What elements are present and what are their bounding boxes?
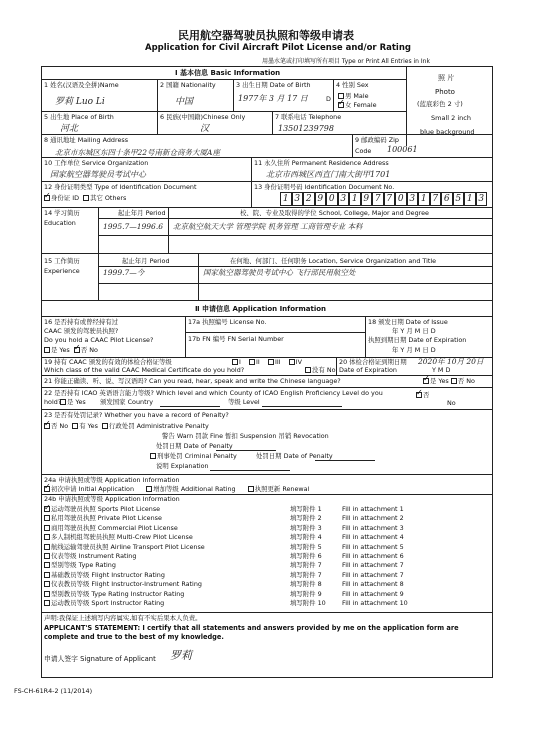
- license-attachment: 填写附件 8: [290, 580, 322, 589]
- experience-label-en: Experience: [44, 267, 80, 275]
- license-fill-in: Fill in attachment 7: [342, 570, 404, 579]
- checked-checkbox-icon[interactable]: ✓: [338, 98, 345, 107]
- license-name: 运动教员等级 Sport Instructor Rating: [51, 599, 165, 607]
- license-row[interactable]: [44, 543, 484, 552]
- sex-label: 4 性别 Sex: [336, 81, 369, 89]
- license-fill-in: Fill in attachment 8: [342, 580, 404, 589]
- checkbox-icon[interactable]: [44, 572, 50, 578]
- penalty-date-label-2: 处罚日期 Date of Penalty: [256, 452, 333, 460]
- experience-detail-header: 在何地、何部门、任何职务 Location, Service Organization and Title: [230, 257, 437, 265]
- fn-serial-label: 17b FN 编号 FN Serial Number: [188, 335, 284, 343]
- license-attachment: 填写附件 2: [290, 514, 322, 523]
- penalty-date-label: 处罚日期 Date of Penalty: [156, 442, 233, 450]
- checkbox-icon[interactable]: [232, 359, 238, 365]
- holds-license-options[interactable]: 是 Yes ✓ 否 No: [44, 347, 98, 354]
- license-row[interactable]: [44, 505, 484, 514]
- license-name: 型别教员等级 Type Rating Instructor Rating: [51, 589, 185, 598]
- checkbox-icon[interactable]: [150, 453, 156, 459]
- checkbox-icon[interactable]: [44, 581, 50, 587]
- zip-label-2: Code: [355, 147, 372, 155]
- holds-license-label-1: 16 是否持有或曾经持有过: [44, 318, 119, 326]
- checkbox-icon[interactable]: [44, 553, 50, 559]
- license-fill-in: Fill in attachment 10: [342, 599, 408, 607]
- education-row-school[interactable]: 北京航空航天大学 管理学院 机务管理 工商管理专业 本科: [173, 222, 363, 231]
- dob-label: 3 出生日期 Date of Birth: [236, 81, 311, 89]
- icao-level-label: 等级 Level: [228, 398, 260, 406]
- checkbox-icon[interactable]: [72, 423, 78, 429]
- id-digit-box[interactable]: 1: [349, 192, 361, 206]
- nationality-label: 2 国籍 Nationality: [160, 81, 216, 89]
- telephone-label: 7 联系电话 Telephone: [275, 113, 342, 121]
- license-row[interactable]: [44, 571, 484, 580]
- id-digit-box[interactable]: 0: [326, 192, 338, 206]
- statement-cn: 声明:我保证上述填写内容属实,如有不实后果本人负责。: [44, 614, 202, 622]
- license-attachment: 填写附件 10: [290, 599, 326, 607]
- license-name: 多人制机组驾驶员执照 Multi-Crew Pilot License: [51, 533, 193, 542]
- id-type-options[interactable]: ✓ 身份证 ID 其它 Others: [44, 191, 127, 202]
- chinese-language-label: 21 你能正确读、听、说、写汉语吗? Can you read, hear, speak and write the Chinese language?: [44, 377, 341, 385]
- id-type-label: 12 身份证明类型 Type of Identification Document: [44, 183, 197, 191]
- license-row[interactable]: [44, 514, 484, 523]
- date-of-issue-value[interactable]: 年 Y 月 M 日 D: [392, 327, 436, 335]
- license-name: 私用驾驶员执照 Private Pilot License: [51, 514, 162, 523]
- checkbox-icon[interactable]: [289, 359, 295, 365]
- holds-license-label-3: Do you hold a CAAC Pilot License?: [44, 336, 154, 344]
- license-row[interactable]: [44, 599, 484, 608]
- checkbox-icon[interactable]: [44, 544, 50, 550]
- license-attachment: 填写附件 1: [290, 505, 322, 513]
- license-name: 航线运输驾驶员执照 Airline Transport Pilot License: [51, 542, 205, 551]
- checkbox-icon[interactable]: [83, 195, 89, 201]
- date-of-issue-label: 18 颁发日期 Date of Issue: [368, 318, 448, 326]
- telephone-value[interactable]: 13501239798: [278, 124, 334, 133]
- holds-license-label-2: CAAC 颁发的驾驶员执照?: [44, 327, 119, 335]
- service-org-label: 10 工作单位 Service Organization: [44, 159, 149, 167]
- checked-checkbox-icon[interactable]: ✓: [416, 388, 423, 397]
- icao-english-no-option[interactable]: ✓ 否: [416, 388, 430, 399]
- sex-female-option[interactable]: ✓ 女 Female: [338, 98, 377, 109]
- dob-value[interactable]: 1977年 3 月 17 日: [238, 94, 308, 103]
- nationality-value[interactable]: 中国: [175, 97, 194, 107]
- penalty-explanation-label: 说明 Explanation: [156, 462, 209, 470]
- experience-row-period[interactable]: 1999.7—今: [103, 268, 145, 277]
- license-name: 基础教员等级 Flight Instructor Rating: [51, 570, 165, 579]
- medical-expiry-label: 20 体检合格证到期日期: [339, 358, 407, 366]
- form-title-cn: 民用航空器驾驶员执照和等级申请表: [178, 29, 354, 42]
- license-no-label: 17a 执照编号 License No.: [188, 318, 267, 326]
- checkbox-icon[interactable]: [44, 525, 50, 531]
- chinese-language-options[interactable]: ✓ 是 Yes 否 No: [423, 374, 475, 385]
- id-digit-box[interactable]: 3: [407, 192, 419, 206]
- license-fill-in: Fill in attachment 4: [342, 533, 404, 542]
- icao-english-label-2: hold?: [44, 398, 62, 406]
- id-digit-box[interactable]: 7: [384, 192, 396, 206]
- mailing-address-value[interactable]: 北京市东城区东四十条甲22号南新仓商务大厦A座: [55, 148, 220, 157]
- medical-expiry-ymd: Y M D: [432, 366, 451, 374]
- application-type-label: 24a 申请执照或等级 Application Information: [44, 476, 180, 484]
- penalty-admin-options[interactable]: 警告 Warn 罚款 Fine 暂扣 Suspension 吊销 Revocation: [162, 432, 329, 440]
- checked-checkbox-icon[interactable]: ✓: [423, 374, 430, 383]
- id-number-boxes[interactable]: [280, 192, 490, 206]
- checkbox-icon[interactable]: [44, 600, 50, 606]
- residence-label: 11 永久住所 Permanent Residence Address: [254, 159, 389, 167]
- penalty-label: 23 是否有处罚记录? Whether you have a record of Penalty?: [44, 411, 229, 419]
- sex-male-option[interactable]: 男 Male: [338, 93, 369, 100]
- id-digit-box[interactable]: 2: [303, 192, 315, 206]
- id-digit-box[interactable]: 1: [280, 192, 292, 206]
- checkbox-icon[interactable]: [102, 423, 108, 429]
- checkbox-icon[interactable]: [268, 359, 274, 365]
- license-attachment: 填写附件 3: [290, 523, 322, 532]
- experience-period-header: 起止年月 Period: [122, 257, 170, 265]
- license-attachment: 填写附件 5: [290, 542, 322, 551]
- license-attachment: 填写附件 7: [290, 570, 322, 579]
- id-digit-box[interactable]: 9: [315, 192, 327, 206]
- medical-class-label-2: Which class of the valid CAAC Medical Certificate do you hold?: [44, 366, 245, 374]
- license-row[interactable]: [44, 524, 484, 533]
- license-fill-in: Fill in attachment 3: [342, 523, 404, 532]
- id-digit-box[interactable]: 7: [430, 192, 442, 206]
- education-label: 14 学习简历: [44, 209, 80, 217]
- experience-row-detail[interactable]: 国家航空器驾驶员考试中心 飞行部民用航空处: [203, 268, 356, 277]
- checked-checkbox-icon[interactable]: ✓: [44, 482, 51, 491]
- license-attachment: 填写附件 9: [290, 589, 322, 598]
- checkbox-icon[interactable]: [248, 486, 254, 492]
- icao-english-yes-option[interactable]: 是 Yes: [60, 399, 86, 406]
- license-name: 商用驾驶员执照 Commercial Pilot License: [51, 523, 178, 532]
- checkbox-icon[interactable]: [451, 378, 457, 384]
- signature-label: 申请人签字 Signature of Applicant: [44, 655, 156, 663]
- license-expiry-value[interactable]: 年 Y 月 M 日 D: [392, 346, 436, 354]
- form-number: FS-CH-61R4-2 (11/2014): [14, 687, 93, 695]
- license-row[interactable]: [44, 580, 484, 589]
- checkbox-icon[interactable]: [249, 359, 255, 365]
- zip-value[interactable]: 100061: [387, 145, 418, 154]
- icao-english-label-1: 22 是否持有 ICAO 英语语言能力等级? Which level and which County of ICAO English Proficiency Level do you: [44, 389, 383, 397]
- id-digit-box[interactable]: 7: [372, 192, 384, 206]
- id-digit-box[interactable]: 3: [338, 192, 350, 206]
- birthplace-label: 5 出生地 Place of Birth: [44, 113, 114, 121]
- section-basic-heading: Ⅰ 基本信息 Basic Information: [175, 69, 281, 77]
- license-fill-in: Fill in attachment 5: [342, 542, 404, 551]
- icao-country-label: 颁发国家 Country: [100, 398, 153, 406]
- license-name: 型别等级 Type Rating: [51, 561, 116, 570]
- statement-en-2: complete and true to the best of my knowledge.: [44, 633, 224, 641]
- checkbox-icon[interactable]: [44, 591, 50, 597]
- id-number-label: 13 身份证明号码 Identification Document No.: [254, 183, 395, 191]
- checked-checkbox-icon[interactable]: ✓: [44, 419, 51, 428]
- form-instruction: 用墨水笔或打印填写所有项目 Type or Print All Entries in Ink: [262, 58, 430, 65]
- checkbox-icon[interactable]: [44, 347, 50, 353]
- checkbox-icon[interactable]: [44, 534, 50, 540]
- license-fill-in: Fill in attachment 6: [342, 552, 404, 560]
- birthplace-value[interactable]: 河北: [60, 124, 79, 134]
- license-row[interactable]: [44, 533, 484, 542]
- license-attachment: 填写附件 4: [290, 533, 322, 542]
- license-name: 运动驾驶员执照 Sports Pilot License: [51, 505, 161, 513]
- education-label-en: Education: [44, 219, 76, 227]
- ethnicity-label: 6 民族(中国籍)Chinese Only: [160, 113, 246, 121]
- application-type-options[interactable]: ✓ 初次申请 Initial Application 增加等级 Additional Rating 执照更新 Renewal: [44, 482, 310, 493]
- experience-label: 15 工作简历: [44, 257, 80, 265]
- mailing-address-label: 8 通讯地址 Mailing Address: [44, 136, 129, 144]
- name-label: 1 姓名(汉语及全拼)Name: [44, 81, 119, 89]
- license-row[interactable]: [44, 561, 484, 570]
- license-expiry-label: 执照到期日期 Date of Expiration: [368, 336, 467, 344]
- education-row-period[interactable]: 1995.7—1996.6: [103, 222, 163, 231]
- license-row[interactable]: [44, 552, 484, 561]
- id-digit-box[interactable]: 3: [476, 192, 488, 206]
- checkbox-icon[interactable]: [44, 503, 51, 512]
- license-name: 仪表教员等级 Flight Instructor-Instrument Rating: [51, 580, 202, 589]
- checkbox-icon[interactable]: [305, 367, 311, 373]
- dob-suffix: D: [326, 95, 331, 103]
- id-digit-box[interactable]: 0: [395, 192, 407, 206]
- id-digit-box[interactable]: 3: [292, 192, 304, 206]
- license-attachment: 填写附件 6: [290, 552, 322, 560]
- education-period-header: 起止年月 Period: [118, 209, 166, 217]
- license-attachment: 填写附件 7: [290, 561, 322, 570]
- license-row[interactable]: [44, 590, 484, 599]
- id-digit-box[interactable]: 9: [361, 192, 373, 206]
- zip-label: 9 邮政编码 Zip: [355, 136, 399, 144]
- section-application-heading: Ⅱ 申请信息 Application Information: [195, 305, 327, 313]
- license-fill-in: Fill in attachment 9: [342, 589, 404, 598]
- check-mark-icon: ✓: [44, 503, 51, 512]
- penalty-criminal-option[interactable]: 刑事处罚 Criminal Penalty: [150, 453, 237, 460]
- checkbox-icon[interactable]: [60, 399, 66, 405]
- id-digit-box[interactable]: 1: [464, 192, 476, 206]
- medical-expiry-value[interactable]: 2020年 10月 20日: [418, 357, 484, 366]
- statement-en-1: APPLICANT'S STATEMENT: I certify that all statements and answers provided by me on the application form are: [44, 624, 459, 632]
- checked-checkbox-icon[interactable]: ✓: [73, 343, 81, 352]
- checkbox-icon[interactable]: [44, 515, 50, 521]
- license-list: [44, 505, 484, 611]
- medical-class-options[interactable]: I II III IV: [232, 359, 302, 366]
- medical-class-label-1: 19 持有 CAAC 颁发的有效的体检合格证等级: [44, 358, 172, 366]
- medical-expiry-label-2: Date of Expiration: [339, 366, 397, 374]
- checkbox-icon[interactable]: [146, 486, 152, 492]
- medical-none-option[interactable]: 没有 No: [305, 367, 336, 374]
- checkbox-icon[interactable]: [44, 562, 50, 568]
- penalty-options[interactable]: ✓ 否 No 有 Yes 行政处罚 Administrative Penalty: [44, 419, 209, 430]
- id-digit-box[interactable]: 6: [441, 192, 453, 206]
- checked-checkbox-icon[interactable]: ✓: [44, 191, 51, 200]
- icao-english-no-en: No: [447, 399, 456, 407]
- ethnicity-value[interactable]: 汉: [200, 124, 210, 134]
- service-org-value[interactable]: 国家航空器驾驶员考试中心: [50, 170, 146, 179]
- id-digit-box[interactable]: 5: [453, 192, 465, 206]
- license-name: 仪表等级 Instrument Rating: [51, 552, 137, 560]
- license-fill-in: Fill in attachment 1: [342, 505, 404, 513]
- residence-value[interactable]: 北京市西城区西直门南大街甲1701: [266, 170, 391, 179]
- signature-value[interactable]: 罗莉: [170, 649, 192, 662]
- form-title-en: Application for Civil Aircraft Pilot License and/or Rating: [145, 43, 411, 53]
- education-school-header: 校、院、专业及取得的学位 School, College, Major and Degree: [240, 209, 429, 217]
- license-fill-in: Fill in attachment 2: [342, 514, 404, 523]
- id-digit-box[interactable]: 1: [418, 192, 430, 206]
- license-list-label: 24b 申请执照或等级 Application Information: [44, 495, 180, 503]
- name-value[interactable]: 罗莉 Luo Li: [55, 97, 105, 107]
- license-fill-in: Fill in attachment 7: [342, 561, 404, 570]
